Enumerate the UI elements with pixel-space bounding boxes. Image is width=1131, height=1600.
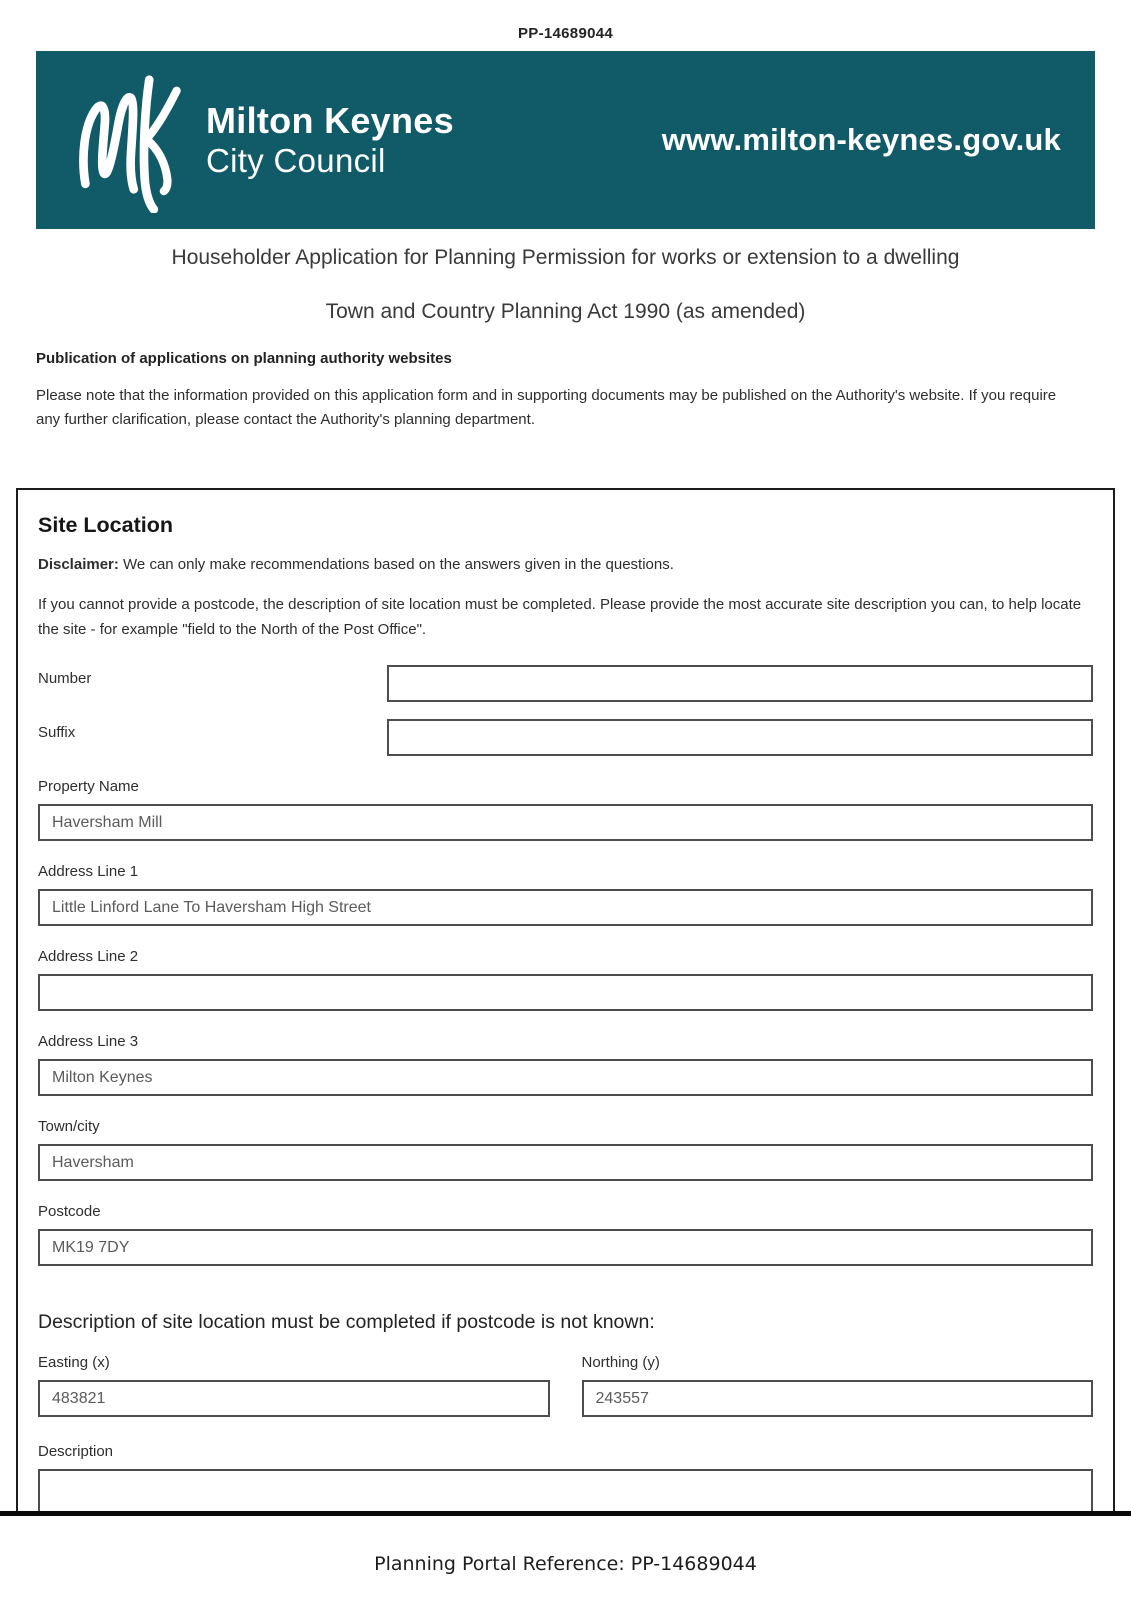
- address-line-1-input[interactable]: [38, 889, 1093, 926]
- form-subtitle: Town and Country Planning Act 1990 (as amended): [325, 300, 806, 323]
- postcode-label: Postcode: [38, 1203, 101, 1220]
- number-row: [38, 665, 1093, 702]
- disclaimer-text: [38, 556, 1093, 573]
- council-name-line1: Milton Keynes: [206, 99, 454, 141]
- publication-heading: Publication of applications on planning authority websites: [36, 350, 452, 367]
- address-line-3-field: [38, 1033, 1093, 1096]
- northing-field: [582, 1334, 1094, 1417]
- description-textarea[interactable]: [38, 1469, 1093, 1511]
- address-line-3-input[interactable]: [38, 1059, 1093, 1096]
- council-name: [206, 99, 454, 179]
- suffix-row: [38, 719, 1093, 756]
- disclaimer-label: Disclaimer:: [38, 556, 119, 573]
- address-line-1-field: [38, 863, 1093, 926]
- postcode-input[interactable]: [38, 1229, 1093, 1266]
- site-location-section: [16, 488, 1115, 1511]
- postcode-note: If you cannot provide a postcode, the description of site location must be completed. Please provide the most accurate site description you can, to help locate the site - for example "field to the North of the Post Office".: [38, 596, 1082, 638]
- site-description-heading: Description of site location must be completed if postcode is not known:: [38, 1311, 655, 1333]
- number-label: Number: [38, 670, 92, 687]
- council-website-url: www.milton-keynes.gov.uk: [661, 122, 1061, 157]
- town-city-label: Town/city: [38, 1118, 100, 1135]
- disclaimer-body: We can only make recommendations based on the answers given in the questions.: [118, 556, 674, 573]
- address-line-2-input[interactable]: [38, 974, 1093, 1011]
- address-line-2-label: Address Line 2: [38, 948, 139, 965]
- council-logo: [72, 67, 454, 213]
- suffix-label: Suffix: [38, 724, 76, 741]
- form-title: Householder Application for Planning Permission for works or extension to a dwelling: [171, 246, 960, 269]
- publication-note: Please note that the information provided on this application form and in supporting documents may be published on the Authority's website. If you require any further clarification, please contact the Authority's planning department.: [36, 387, 1057, 428]
- address-line-3-label: Address Line 3: [38, 1033, 139, 1050]
- planning-portal-reference: Planning Portal Reference: PP-14689044: [374, 1553, 757, 1575]
- property-name-field: [38, 778, 1093, 841]
- mk-logo-icon: [72, 67, 190, 213]
- description-field: [38, 1443, 1093, 1511]
- property-name-label: Property Name: [38, 778, 139, 795]
- easting-input[interactable]: [38, 1380, 550, 1417]
- page-break-line: [0, 1511, 1131, 1516]
- town-city-input[interactable]: [38, 1144, 1093, 1181]
- council-header-band: [36, 51, 1095, 229]
- property-name-input[interactable]: [38, 804, 1093, 841]
- description-label: Description: [38, 1443, 114, 1460]
- postcode-field: [38, 1203, 1093, 1266]
- number-input[interactable]: [387, 665, 1093, 702]
- application-reference: PP-14689044: [517, 25, 614, 42]
- council-name-line2: City Council: [206, 141, 386, 179]
- coordinates-row: [38, 1334, 1093, 1417]
- address-line-1-label: Address Line 1: [38, 863, 139, 880]
- northing-label: Northing (y): [581, 1354, 660, 1371]
- site-location-heading: Site Location: [38, 513, 173, 537]
- northing-input[interactable]: [582, 1380, 1094, 1417]
- address-line-2-field: [38, 948, 1093, 1011]
- town-city-field: [38, 1118, 1093, 1181]
- easting-label: Easting (x): [38, 1354, 110, 1371]
- easting-field: [38, 1334, 550, 1417]
- suffix-input[interactable]: [387, 719, 1093, 756]
